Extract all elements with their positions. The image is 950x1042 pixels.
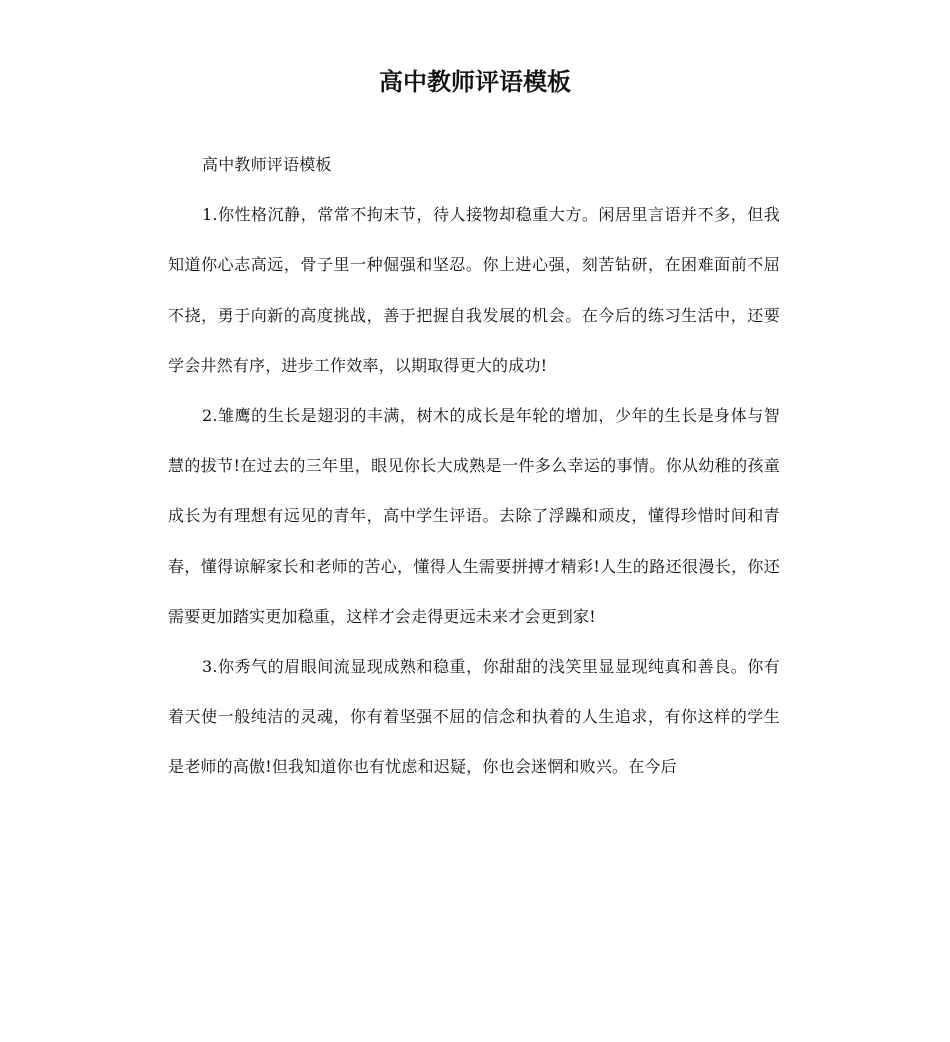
comment-paragraph-3: 3.你秀气的眉眼间流显现成熟和稳重，你甜甜的浅笑里显显现纯真和善良。你有着天使一般纯洁的灵魂，你有着坚强不屈的信念和执着的人生追求，有你这样的学生是老师的高傲!但我知道你也有忧虑和迟疑，你也会迷惘和败兴。在今后: [168, 657, 780, 777]
document-body: [168, 140, 780, 793]
document-title: 高中教师评语模板: [379, 68, 571, 96]
comment-paragraph-2: 2.雏鹰的生长是翅羽的丰满，树木的成长是年轮的增加，少年的生长是身体与智慧的拔节!在过去的三年里，眼见你长大成熟是一件多么幸运的事情。你从幼稚的孩童成长为有理想有远见的青年，高中学生评语。去除了浮躁和顽皮，懂得珍惜时间和青春，懂得谅解家长和老师的苦心，懂得人生需要拼搏才精彩!人生的路还很漫长，你还需要更加踏实更加稳重，这样才会走得更远未来才会更到家!: [168, 406, 780, 626]
comment-paragraph-1: 1.你性格沉静，常常不拘末节，待人接物却稳重大方。闲居里言语并不多，但我知道你心志高远，骨子里一种倔强和坚忍。你上进心强，刻苦钻研，在困难面前不屈不挠，勇于向新的高度挑战，善于把握自我发展的机会。在今后的练习生活中，还要学会井然有序，进步工作效率，以期取得更大的成功!: [168, 205, 780, 375]
subtitle-paragraph: 高中教师评语模板: [202, 155, 332, 174]
